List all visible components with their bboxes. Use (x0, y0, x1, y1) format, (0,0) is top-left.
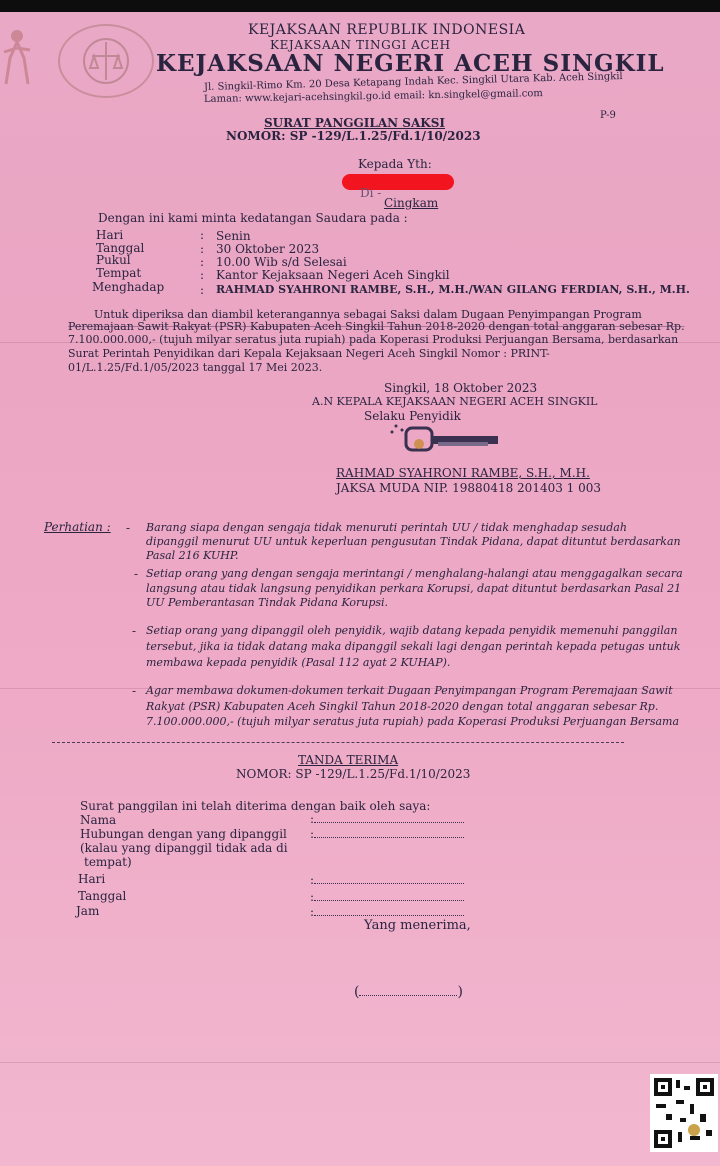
receipt-field-day-input[interactable] (310, 873, 464, 887)
colon: : (310, 905, 315, 919)
receipt-field-relation-note-2: tempat) (84, 855, 132, 869)
letterhead-line-2: KEJAKSAAN TINGGI ACEH (270, 38, 451, 52)
receipt-field-relation-input[interactable] (310, 827, 464, 841)
body-line: 01/L.1.25/Fd.1/05/2023 tanggal 17 Mei 2023. (68, 361, 323, 374)
document-title: SURAT PANGGILAN SAKSI (264, 116, 445, 130)
notice-text: Setiap orang yang dengan sengaja merintangi / menghalang-halangi atau menggagalkan secara (146, 567, 683, 580)
cut-line-divider (52, 742, 624, 743)
blank-line (359, 995, 457, 996)
paper-fold-line (0, 1062, 720, 1063)
letterhead-address: Jl. Singkil-Rimo Km. 20 Desa Ketapang Indah Kec. Singkil Utara Kab. Aceh Singkil (203, 71, 623, 93)
detail-label-date: Tanggal (96, 241, 145, 255)
prosecutor-office-emblem (58, 24, 154, 98)
receiver-signature-field[interactable] (354, 984, 463, 1000)
blank-line (314, 837, 464, 838)
intro-text: Dengan ini kami minta kedatangan Saudara pada : (98, 211, 408, 225)
colon: : (310, 827, 315, 841)
notice-text: Setiap orang yang dipanggil oleh penyidik, wajib datang kepada penyidik memenuhi panggilan (146, 624, 678, 637)
blank-line (314, 900, 464, 901)
receipt-number: NOMOR: SP -129/L.1.25/Fd.1/10/2023 (236, 767, 471, 781)
colon: : (310, 812, 315, 826)
letterhead-office-name: KEJAKSAAN NEGERI ACEH SINGKIL (156, 50, 665, 77)
receipt-field-name-label: Nama (80, 813, 117, 827)
signature-stamp-icon (382, 420, 512, 460)
recipient-salutation: Kepada Yth: (358, 157, 432, 171)
document-number: NOMOR: SP -129/L.1.25/Fd.1/10/2023 (226, 129, 481, 143)
receipt-field-date-input[interactable] (310, 890, 464, 904)
faded-figure-emblem (2, 28, 32, 86)
notice-text: dipanggil menurut UU untuk keperluan pengusutan Tindak Pidana, dapat dituntut berdasarkan (146, 535, 681, 548)
detail-value-day: Senin (216, 229, 251, 243)
form-code: P-9 (600, 110, 616, 121)
notice-text: 7.100.000.000,- (tujuh milyar seratus juta rupiah) pada Koperasi Produksi Perjuangan Bersama (146, 715, 680, 728)
signatory-position: JAKSA MUDA NIP. 19880418 201403 1 003 (336, 481, 602, 495)
detail-colon: : (200, 283, 205, 297)
body-line: Surat Perintah Penyidikan dari Kepala Kejaksaan Negeri Aceh Singkil Nomor : PRINT- (68, 347, 550, 360)
detail-value-place: Kantor Kejaksaan Negeri Aceh Singkil (216, 268, 450, 282)
notice-text: UU Pemberantasan Tindak Pidana Korupsi. (146, 596, 389, 609)
signatory-name: RAHMAD SYAHRONI RAMBE, S.H., M.H. (336, 466, 590, 480)
signature-place-date: Singkil, 18 Oktober 2023 (384, 381, 538, 395)
receipt-field-time-label: Jam (76, 904, 100, 918)
receipt-field-time-input[interactable] (310, 905, 464, 919)
blank-line (314, 915, 464, 916)
notice-text: tersebut, jika ia tidak datang maka dipanggil sekali lagi dengan perintah kepada petugas untuk (146, 640, 681, 653)
notice-text: Pasal 216 KUHP. (146, 549, 239, 562)
detail-colon: : (200, 228, 205, 242)
recipient-place: Cingkam (384, 196, 439, 210)
receipt-title: TANDA TERIMA (298, 753, 399, 767)
body-line: Peremajaan Sawit Rakyat (PSR) Kabupaten Aceh Singkil Tahun 2018-2020 dengan total anggaran sebesar Rp. (68, 320, 685, 333)
letterhead-website: Laman: www.kejari-acehsingkil.go.id email: kn.singkel@gmail.com (203, 88, 543, 105)
blank-line (314, 883, 464, 884)
detail-colon: : (200, 268, 205, 282)
notice-label: Perhatian : (44, 520, 111, 534)
redacted-recipient-name (342, 174, 454, 190)
notice-bullet: - (132, 684, 137, 698)
letterhead-line-1: KEJAKSAAN REPUBLIK INDONESIA (248, 22, 526, 38)
receipt-field-date-label: Tanggal (78, 889, 127, 903)
body-line: 7.100.000.000,- (tujuh milyar seratus juta rupiah) pada Koperasi Produksi Perjuangan Bersama, berdasarkan (68, 333, 679, 346)
signature-role: Selaku Penyidik (364, 409, 461, 423)
paren-open: ( (354, 984, 360, 1000)
detail-label-day: Hari (96, 228, 124, 242)
detail-label-appear-before: Menghadap (92, 280, 165, 294)
detail-value-time: 10.00 Wib s/d Selesai (216, 255, 347, 269)
detail-value-date: 30 Oktober 2023 (216, 242, 320, 256)
notice-text: langsung atau tidak langsung penyidikan perkara Korupsi, dapat dituntut berdasarkan Pasal 21 (146, 582, 682, 595)
receipt-intro: Surat panggilan ini telah diterima dengan baik oleh saya: (80, 799, 431, 813)
qr-code-icon (650, 1074, 718, 1152)
detail-label-place: Tempat (96, 266, 142, 280)
receipt-field-name-input[interactable] (310, 812, 464, 826)
signature-on-behalf: A.N KEPALA KEJAKSAAN NEGERI ACEH SINGKIL (312, 395, 598, 408)
notice-text: Rakyat (PSR) Kabupaten Aceh Singkil Tahun 2018-2020 dengan total anggaran sebesar Rp. (146, 700, 659, 713)
recipient-di: Di - (360, 186, 382, 200)
paren-close: ) (457, 984, 463, 1000)
detail-colon: : (200, 255, 205, 269)
detail-label-time: Pukul (96, 253, 131, 267)
notice-text: membawa kepada penyidik (Pasal 112 ayat 2 KUHAP). (146, 656, 451, 669)
notice-bullet: - (132, 624, 137, 638)
detail-colon: : (200, 242, 205, 256)
notice-text: Barang siapa dengan sengaja tidak menuruti perintah UU / tidak menghadap sesudah (146, 521, 627, 534)
notice-bullet: - (134, 567, 139, 581)
colon: : (310, 873, 315, 887)
body-line: Untuk diperiksa dan diambil keterangannya sebagai Saksi dalam Dugaan Penyimpangan Program (94, 308, 642, 321)
colon: : (310, 890, 315, 904)
blank-line (314, 822, 464, 823)
detail-value-appear-before: RAHMAD SYAHRONI RAMBE, S.H., M.H./WAN GILANG FERDIAN, S.H., M.H. (216, 283, 690, 296)
receipt-field-relation-note: (kalau yang dipanggil tidak ada di (80, 841, 288, 855)
notice-text: Agar membawa dokumen-dokumen terkait Dugaan Penyimpangan Program Peremajaan Sawit (146, 684, 673, 697)
notice-bullet: - (126, 521, 131, 535)
receipt-field-relation-label: Hubungan dengan yang dipanggil (80, 827, 287, 841)
receiver-label: Yang menerima, (364, 918, 471, 933)
receipt-field-day-label: Hari (78, 872, 106, 886)
